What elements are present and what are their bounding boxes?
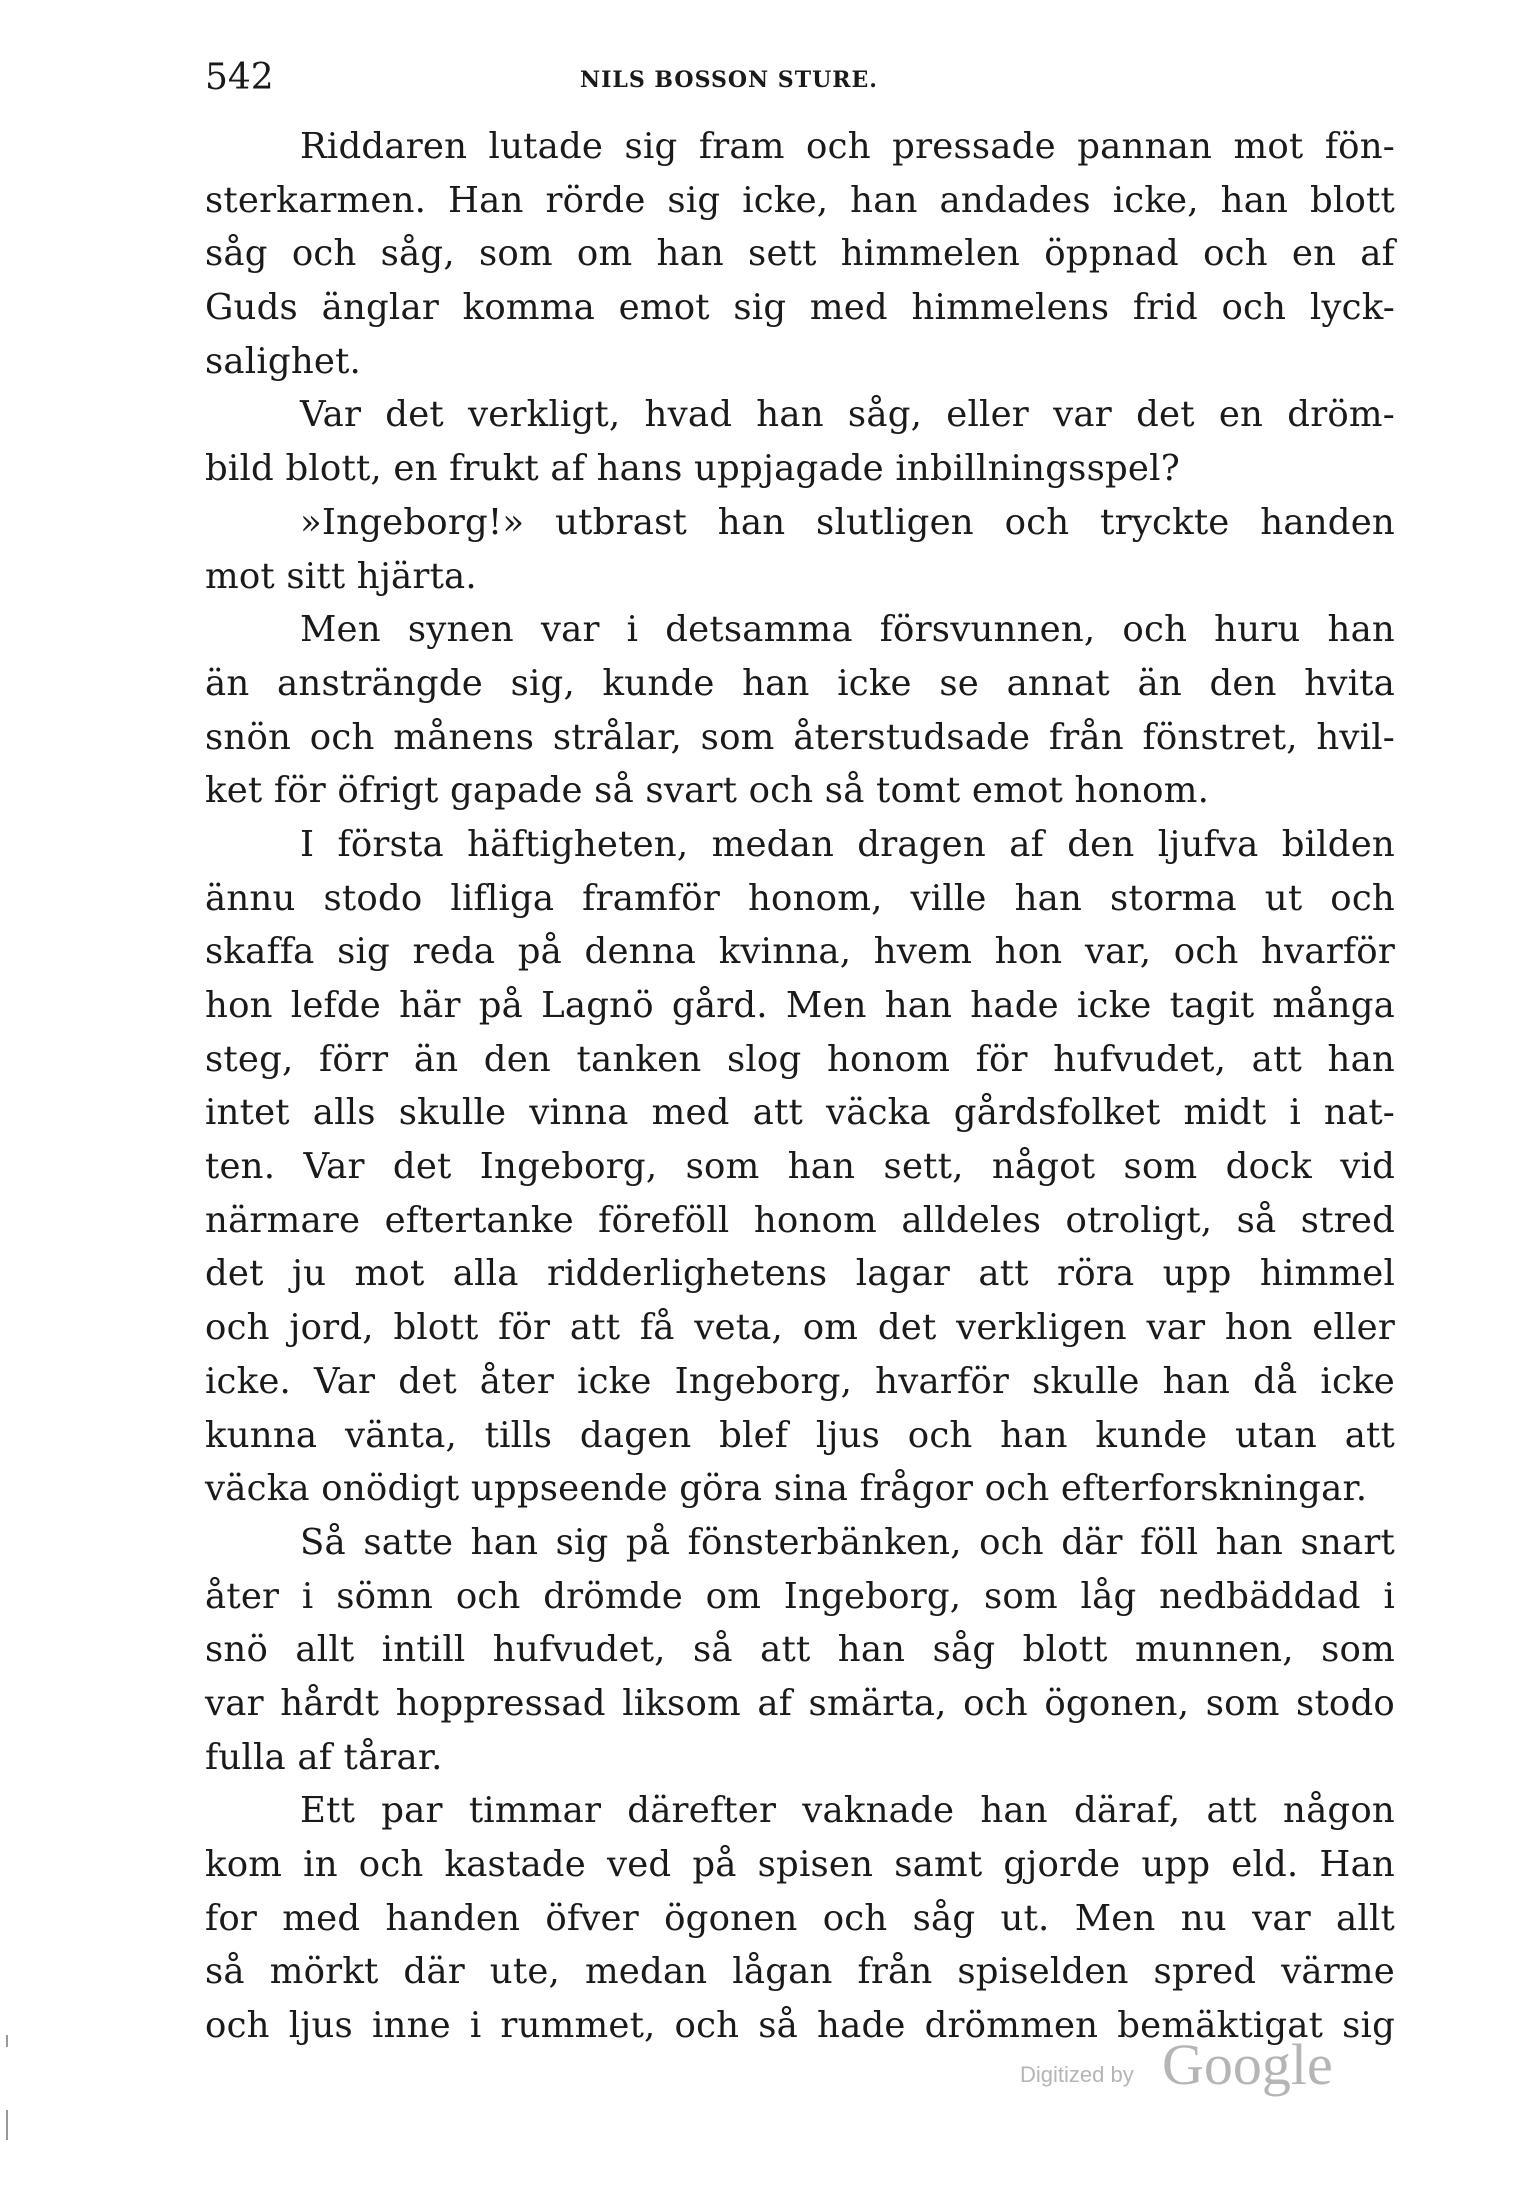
body-text — [205, 120, 1395, 2053]
text-line: Så satte han sig på fönsterbänken, och där föll han snart — [300, 1521, 1395, 1563]
text-line: det ju mot alla ridderlighetens lagar att röra upp himmel — [205, 1253, 1395, 1295]
text-line: och jord, blott för att få veta, om det verkligen var hon eller — [205, 1307, 1395, 1349]
text-line: icke. Var det åter icke Ingeborg, hvarför skulle han då icke — [205, 1360, 1395, 1402]
text-line: Guds änglar komma emot sig med himmelens frid och lyck- — [205, 287, 1395, 329]
text-line: intet alls skulle vinna med att väcka gårdsfolket midt i nat- — [205, 1092, 1395, 1134]
text-line: snön och månens strålar, som återstudsade från fönstret, hvil- — [205, 716, 1395, 758]
running-title: NILS BOSSON STURE. — [580, 67, 878, 93]
text-line: såg och såg, som om han sett himmelen öppnad och en af — [205, 233, 1395, 275]
text-line: åter i sömn och drömde om Ingeborg, som låg nedbäddad i — [205, 1575, 1395, 1617]
text-line: bild blott, en frukt af hans uppjagade inbillningsspel? — [205, 448, 1180, 490]
watermark-caption: Digitized by — [1020, 2062, 1134, 2087]
margin-mark — [6, 2035, 8, 2047]
margin-mark — [6, 2110, 8, 2140]
text-line: fulla af tårar. — [205, 1736, 443, 1778]
page-number: 542 — [205, 57, 274, 98]
text-line: kom in och kastade ved på spisen samt gjorde upp eld. Han — [205, 1844, 1395, 1885]
text-line: Men synen var i detsamma försvunnen, och huru han — [300, 609, 1395, 651]
text-line: sterkarmen. Han rörde sig icke, han andades icke, han blott — [205, 179, 1395, 221]
google-logo: Google — [1162, 2032, 1333, 2097]
text-line: mot sitt hjärta. — [205, 555, 477, 597]
text-line: ten. Var det Ingeborg, som han sett, något som dock vid — [205, 1146, 1395, 1188]
digitized-watermark — [1020, 2030, 1350, 2100]
page-header — [205, 48, 1395, 108]
text-line: steg, förr än den tanken slog honom för hufvudet, att han — [205, 1038, 1395, 1080]
text-line: ket för öfrigt gapade så svart och så tomt emot honom. — [205, 770, 1210, 812]
text-line: I första häftigheten, medan dragen af den ljufva bilden — [300, 823, 1395, 865]
text-line: hon lefde här på Lagnö gård. Men han hade icke tagit många — [205, 985, 1395, 1026]
text-line: närmare eftertanke föreföll honom alldeles otroligt, så stred — [205, 1199, 1395, 1241]
text-line: var hårdt hoppressad liksom af smärta, och ögonen, som stodo — [205, 1682, 1395, 1724]
text-line: »Ingeborg!» utbrast han slutligen och tryckte handen — [300, 501, 1395, 543]
text-line: Ett par timmar därefter vaknade han däraf, att någon — [300, 1790, 1395, 1832]
text-line: väcka onödigt uppseende göra sina frågor och efterforskningar. — [205, 1468, 1368, 1510]
text-line: än ansträngde sig, kunde han icke se annat än den hvita — [205, 662, 1395, 704]
text-line: Riddaren lutade sig fram och pressade pannan mot fön- — [300, 126, 1395, 167]
text-line: skaffa sig reda på denna kvinna, hvem hon var, och hvarför — [205, 931, 1395, 973]
text-line: Var det verkligt, hvad han såg, eller var det en dröm- — [300, 394, 1395, 436]
text-line: snö allt intill hufvudet, så att han såg blott munnen, som — [205, 1629, 1395, 1671]
text-line: salighet. — [205, 340, 362, 382]
text-line: ännu stodo lifliga framför honom, ville han storma ut och — [205, 877, 1395, 919]
text-line: och ljus inne i rummet, och så hade drömmen bemäktigat sig — [205, 2005, 1395, 2047]
text-line: så mörkt där ute, medan lågan från spiselden spred värme — [205, 1951, 1395, 1993]
text-line: kunna vänta, tills dagen blef ljus och han kunde utan att — [205, 1414, 1395, 1456]
text-line: for med handen öfver ögonen och såg ut. Men nu var allt — [205, 1897, 1395, 1939]
